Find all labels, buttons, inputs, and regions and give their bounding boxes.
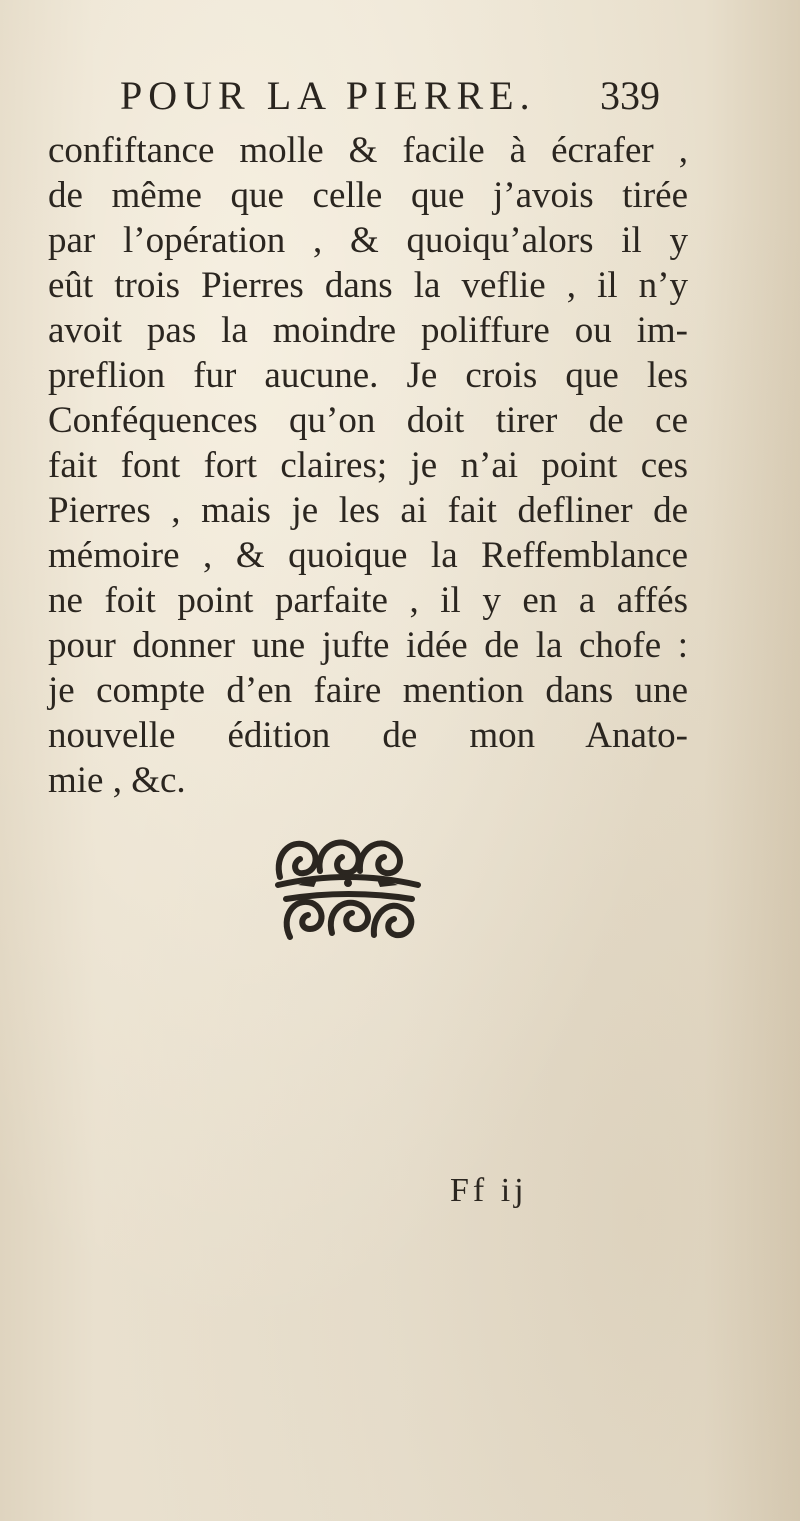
text-line: pour donner une jufte idée de la chofe : xyxy=(48,625,688,666)
text-line: Conféquences qu’on doit tirer de ce xyxy=(48,400,688,441)
text-line: nouvelle édition de mon Anato- xyxy=(48,715,688,756)
text-line: confiftance molle & facile à écrafer , xyxy=(48,130,688,171)
text-line: avoit pas la moindre poliffure ou im- xyxy=(48,310,688,351)
catchword: Ff ij xyxy=(450,1172,528,1209)
text-line: fait font fort claires; je n’ai point ces xyxy=(48,445,688,486)
text-line: preflion fur aucune. Je crois que les xyxy=(48,355,688,396)
running-title: POUR LA PIERRE. xyxy=(120,73,536,118)
fleuron-ornament-icon xyxy=(268,825,428,955)
text-line: eût trois Pierres dans la veflie , il n’y xyxy=(48,265,688,306)
text-line: mie , &c. xyxy=(48,760,186,801)
page-header xyxy=(120,72,660,122)
text-line: par l’opération , & quoiqu’alors il y xyxy=(48,220,688,261)
body-text xyxy=(48,128,688,803)
text-line: ne foit point parfaite , il y en a affés xyxy=(48,580,688,621)
text-line: mémoire , & quoique la Reffemblance xyxy=(48,535,688,576)
page-number: 339 xyxy=(600,73,660,118)
fleuron-ornament-icon xyxy=(268,825,428,955)
text-line: Pierres , mais je les ai fait defliner de xyxy=(48,490,688,531)
text-line: je compte d’en faire mention dans une xyxy=(48,670,688,711)
text-line: de même que celle que j’avois tirée xyxy=(48,175,688,216)
